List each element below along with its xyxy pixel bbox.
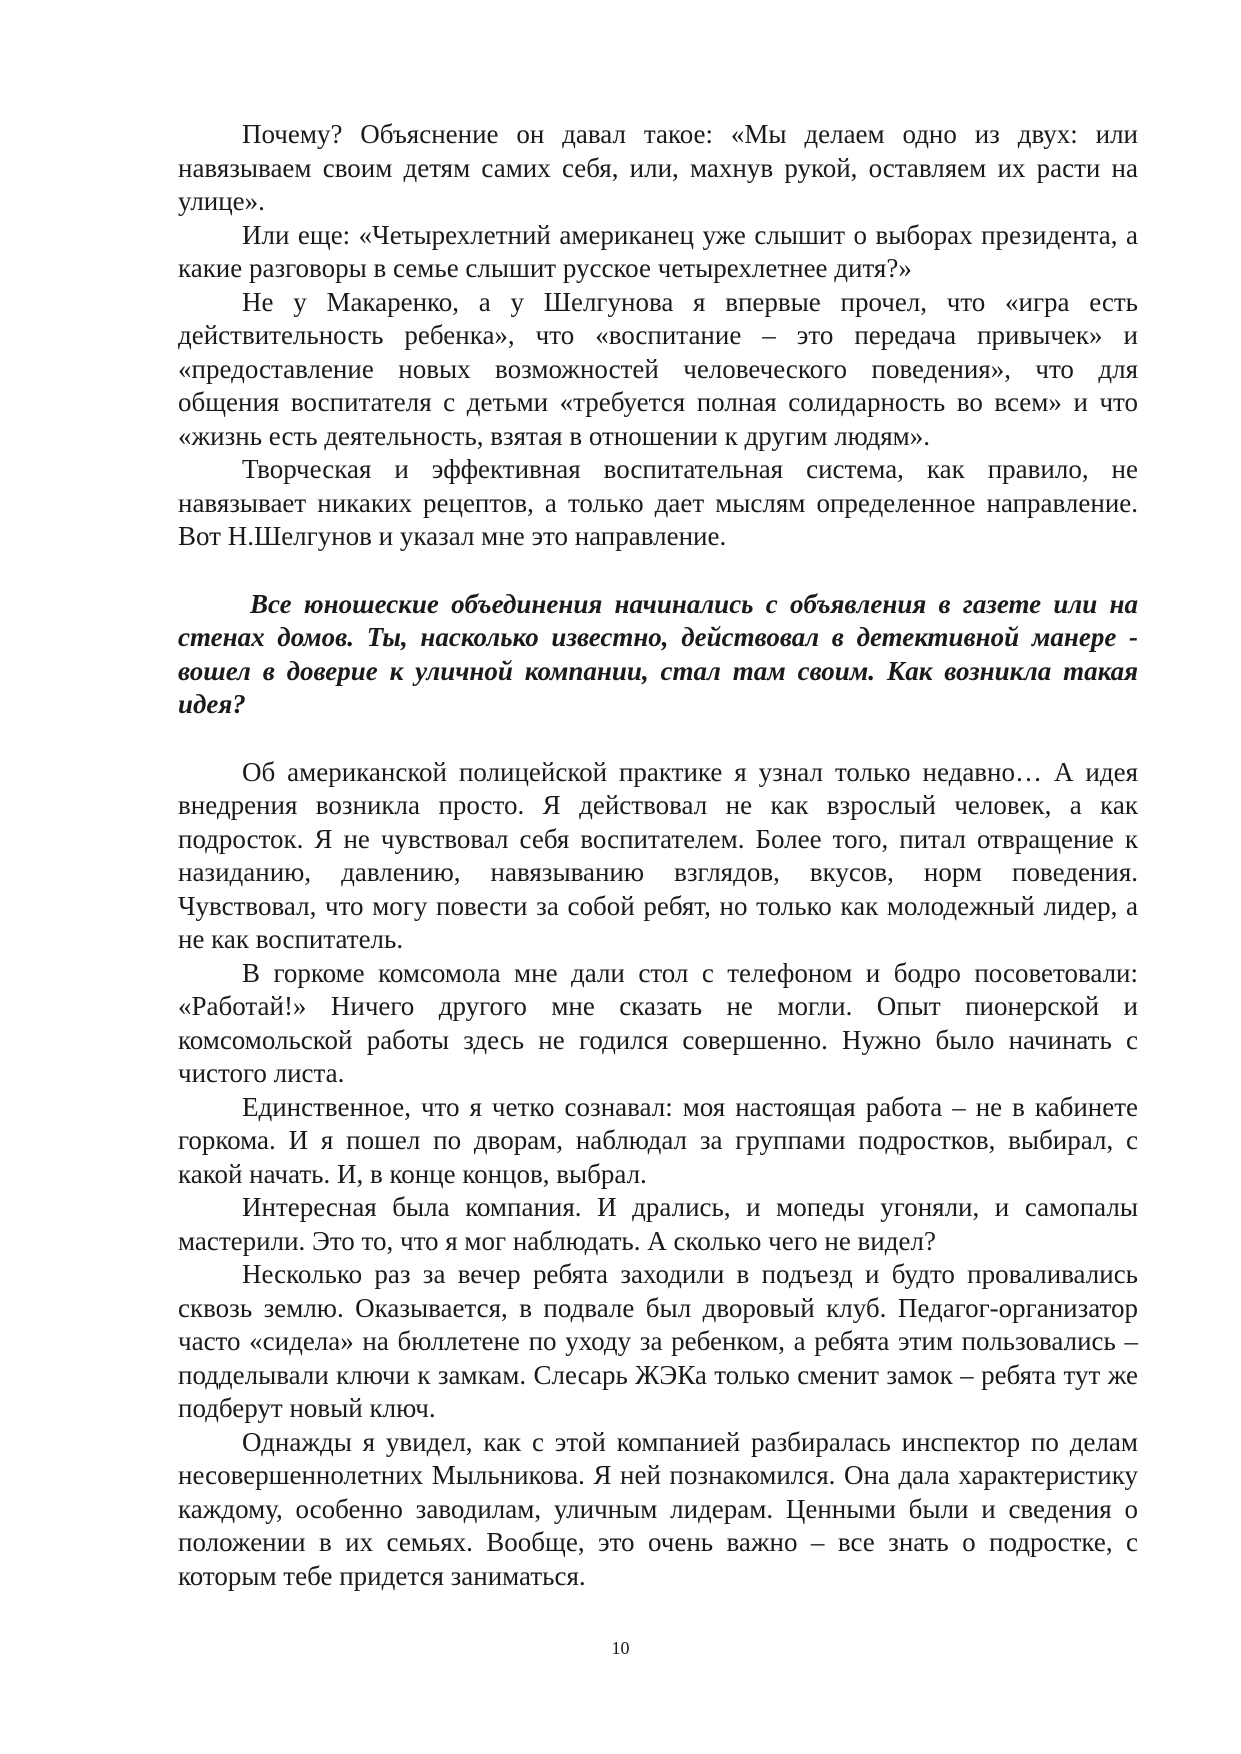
- document-page: [178, 118, 1138, 1593]
- paragraph: В горкоме комсомола мне дали стол с телефоном и бодро посоветовали: «Работай!» Ничего другого мне сказать не могли. Опыт пионерской и комсомольской работы здесь не годился совершенно. Нужно было начинать с чистого листа.: [178, 957, 1138, 1088]
- interview-question: Все юношеские объединения начинались с объявления в газете или на стенах домов. Ты, насколько известно, действовал в детективной манере - вошел в доверие к уличной компании, стал там своим. Как возникла такая идея?: [178, 588, 1138, 719]
- spacer: [178, 554, 1138, 588]
- paragraph: Или еще: «Четырехлетний американец уже слышит о выборах президента, а какие разговоры в семье слышит русское четырехлетнее дитя?»: [178, 219, 1138, 283]
- page-number: 10: [611, 1638, 630, 1658]
- paragraph: Об американской полицейской практике я узнал только недавно… А идея внедрения возникла просто. Я действовал не как взрослый человек, а как подросток. Я не чувствовал себя воспитателем. Более того, питал отвращение к назиданию, давлению, навязыванию взглядов, вкусов, норм поведения. Чувствовал, что могу повести за собой ребят, но только как молодежный лидер, а не как воспитатель.: [178, 756, 1138, 954]
- spacer: [178, 722, 1138, 756]
- paragraph: Творческая и эффективная воспитательная система, как правило, не навязывает никаких рецептов, а только дает мыслям определенное направление. Вот Н.Шелгунов и указал мне это направление.: [178, 454, 1138, 551]
- paragraph: Не у Макаренко, а у Шелгунова я впервые прочел, что «игра есть действительность ребенка», что «воспитание – это передача привычек» и «предоставление новых возможностей человеческого поведения», что для общения воспитателя с детьми «требуется полная солидарность во всем» и что «жизнь есть деятельность, взятая в отношении к другим людям».: [178, 286, 1138, 451]
- paragraph: Несколько раз за вечер ребята заходили в подъезд и будто проваливались сквозь землю. Оказывается, в подвале был дворовый клуб. Педагог-организатор часто «сидела» на бюллетене по уходу за ребенком, а ребята этим пользовались – подделывали ключи к замкам. Слесарь ЖЭКа только сменит замок – ребята тут же подберут новый ключ.: [178, 1259, 1138, 1423]
- paragraph: Интересная была компания. И дрались, и мопеды угоняли, и самопалы мастерили. Это то, что я мог наблюдать. А сколько чего не видел?: [178, 1192, 1138, 1256]
- paragraph: Однажды я увидел, как с этой компанией разбиралась инспектор по делам несовершеннолетних Мыльникова. Я ней познакомился. Она дала характеристику каждому, особенно заводилам, уличным лидерам. Ценными были и сведения о положении в их семьях. Вообще, это очень важно – все знать о подростке, с которым тебе придется заниматься.: [178, 1426, 1138, 1591]
- paragraph: Единственное, что я четко сознавал: моя настоящая работа – не в кабинете горкома. И я пошел по дворам, наблюдал за группами подростков, выбирал, с какой начать. И, в конце концов, выбрал.: [178, 1091, 1138, 1189]
- paragraph: Почему? Объяснение он давал такое: «Мы делаем одно из двух: или навязываем своим детям самих себя, или, махнув рукой, оставляем их расти на улице».: [178, 119, 1138, 216]
